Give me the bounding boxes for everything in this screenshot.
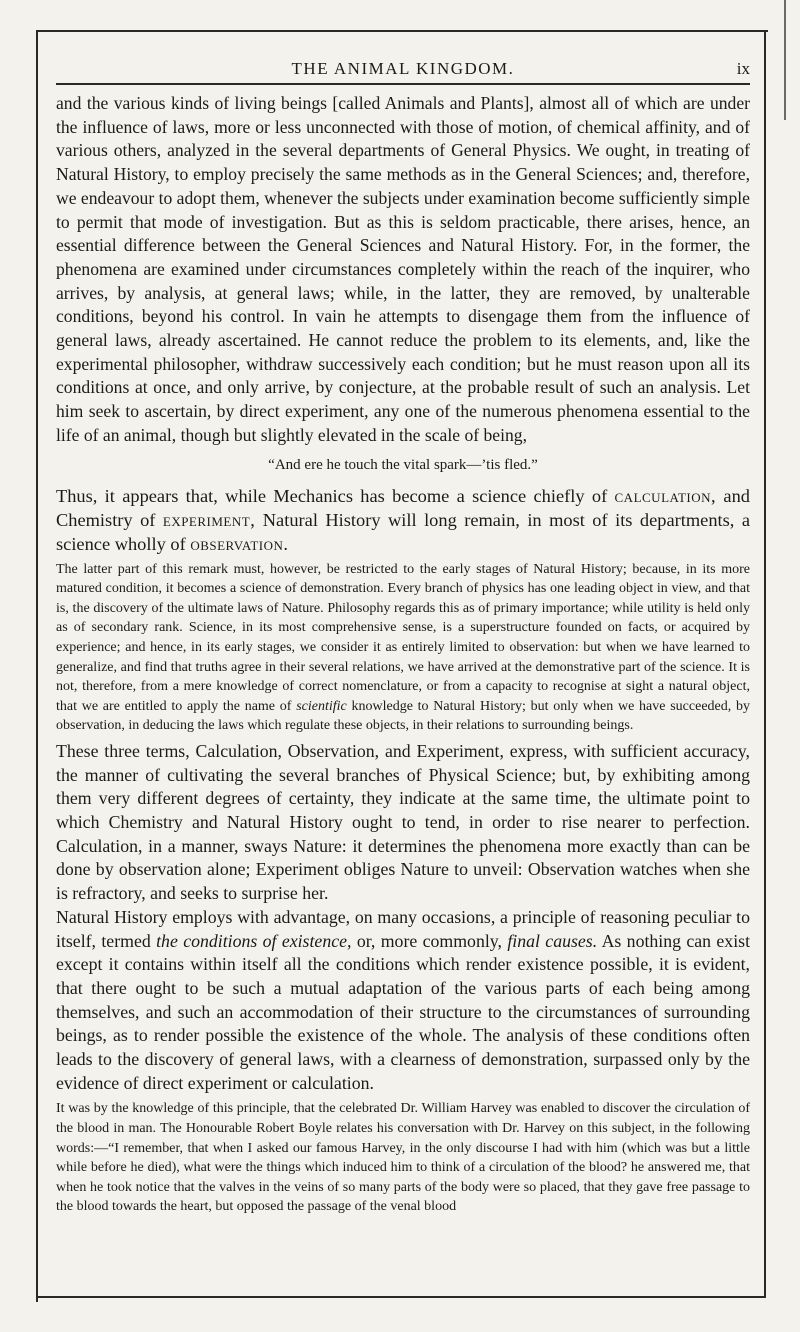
paragraph-2	[56, 484, 750, 556]
paragraph-3: These three terms, Calculation, Observation, and Experiment, express, with sufficient accuracy, the manner of cultivating the several branches of Physical Science; but, by exhibiting among them very different degrees of certainty, they indicate at the same time, the ultimate point to which Chemistry and Natural History ought to tend, in order to rise nearer to perfection. Calculation, in a manner, sways Nature: it determines the phenomena more exactly than can be done by observation alone; Experiment obliges Nature to unveil: Observation watches when she is refractory, and seeks to surprise her.	[56, 740, 750, 904]
page-header	[56, 55, 750, 81]
note-2: It was by the knowledge of this principle, that the celebrated Dr. William Harvey was enabled to discover the circulation of the blood in man. The Honourable Robert Boyle relates his conversation with Dr. Harvey on this subject, in the following words:—“I remember, that when I asked our famous Harvey, in the only discourse I had with him (which was but a little while before he died), what were the things which induced him to think of a circulation of the blood? he answered me, that when he took notice that the valves in the veins of so many parts of the body were so placed, that they gave free passage to the blood towards the heart, but opposed the passage of the venal blood	[56, 1101, 750, 1215]
term-experiment: experiment,	[162, 509, 256, 530]
page-number: ix	[736, 59, 750, 78]
paragraph-4	[56, 906, 750, 1096]
paragraph-2-text-a: Thus, it appears that, while Mechanics has become a science chiefly of	[56, 485, 608, 506]
page-frame-right	[764, 30, 766, 1298]
note-1-text-b: knowledge to Natural History; but only when we have succeeded, by observation, in deducing the laws which regulate these objects, in their relations to surrounding beings.	[56, 698, 750, 734]
note-1-emphasis: scientific	[296, 698, 347, 714]
term-observation: observation.	[190, 533, 289, 554]
page-content	[56, 92, 750, 1217]
running-title: THE ANIMAL KINGDOM.	[291, 59, 515, 78]
paragraph-1: and the various kinds of living beings [called Animals and Plants], almost all of which are under the influence of laws, more or less unconnected with those of motion, of chemical affinity, and of various others, analyzed in the several departments of General Physics. We ought, in treating of Natural History, to employ precisely the same methods as in the General Sciences; and, therefore, we endeavour to adopt them, whenever the subjects under examination become sufficiently simple to permit that mode of investigation. But as this is seldom practicable, there arises, hence, an essential difference between the General Sciences and Natural History. For, in the former, the phenomena are examined under circumstances completely within the reach of the inquirer, who arrives, by analysis, at general laws; while, in the latter, they are removed, by unalterable conditions, beyond his control. In vain he attempts to disengage them from the influence of general laws, already ascertained. He cannot reduce the problem to its elements, and, like the experimental philosopher, withdraw successively each condition; but he must reason upon all its conditions at once, and only arrive, by conjecture, at the probable result of such an analysis. Let him seek to ascertain, by direct experiment, any one of the numerous phenomena essential to the life of an animal, though but slightly elevated in the scale of being,	[56, 93, 750, 445]
paragraph-4-emphasis-2: final causes.	[507, 930, 598, 951]
page-edge-mark	[784, 0, 786, 120]
paragraph-4-text-c: As nothing can exist except it contains within itself all the conditions which render existence possible, it is evident, that there ought to be such a mutual adaptation of the various parts of each being among themselves, and such an accommodation of their structure to the circumstances of surrounding beings, as to render possible the existence of the whole. The analysis of these conditions often leads to the discovery of general laws, with a clearness of demonstration, surpassed only by the evidence of direct experiment or calculation.	[56, 930, 751, 1093]
paragraph-2-text-b: and Chemistry of	[56, 485, 750, 530]
header-rule	[56, 83, 750, 85]
note-1	[56, 560, 750, 736]
quotation: “And ere he touch the vital spark—’tis fled.”	[268, 456, 538, 473]
term-calculation: calculation,	[614, 485, 717, 506]
page-frame-bottom	[36, 1296, 766, 1298]
paragraph-4-emphasis-1: the conditions of existence,	[156, 930, 352, 951]
paragraph-4-text-b: or, more commonly,	[356, 930, 502, 951]
paragraph-4-text-a: Natural History employs with advantage, on many occasions, a principle of reasoning peculiar to itself, termed	[56, 906, 750, 951]
paragraph-2-text-c: Natural History will long remain, in most of its departments, a science wholly of	[56, 509, 751, 554]
note-1-text-a: The latter part of this remark must, however, be restricted to the early stages of Natural History; because, in its more matured condition, it becomes a science of demonstration. Every branch of physics has one leading object in view, and that is, the discovery of the ultimate laws of Nature. Philosophy regards this as of primary importance; while utility is held only as of secondary rank. Science, in its most comprehensive sense, is a superstructure founded on facts, or acquired by experience; and hence, in its early stages, we consider it as entirely limited to observation: but when we have learned to generalize, and find that truths agree in their several relations, we have arrived at the demonstrative part of the science. It is not, therefore, from a mere knowledge of correct nomenclature, or from a capacity to recognise at sight a natural object, that we are entitled to apply the name of	[56, 561, 750, 714]
